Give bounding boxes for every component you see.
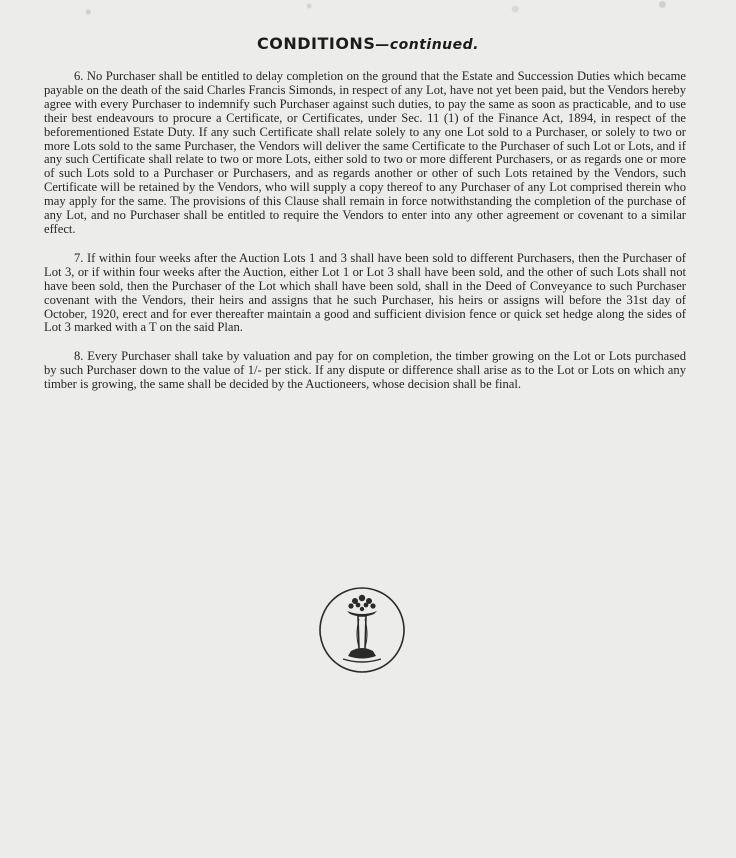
condition-7: 7. If within four weeks after the Auction Lots 1 and 3 shall have been sold to different Purchasers, then the Purchaser of Lot 3, or if within four weeks after the Auction, either Lot 1 or Lot 3 shall have been sold, and the other of such Lots shall not have been sold, then the Purchaser of the Lot which shall have been sold, shall in the Deed of Conveyance to such Purchaser covenant with the Vendors, their heirs and assigns that he such Purchaser, his heirs or assigns will before the 31st day of October, 1920, erect and for ever thereafter maintain a good and sufficient division fence or quick set hedge along the sides of Lot 3 marked with a T on the said Plan. [44, 250, 686, 335]
heading-sub: —continued. [375, 37, 479, 53]
conditions-body [44, 70, 686, 407]
urn-emblem-icon [317, 585, 407, 675]
condition-8: 8. Every Purchaser shall take by valuation and pay for on completion, the timber growing on the Lot or Lots purchased by such Purchaser down to the value of 1/- per stick. If any dispute or difference shall arise as to the Lot or Lots on which any timber is growing, the same shall be decided by the Auctioneers, whose decision shall be final. [44, 349, 686, 392]
heading-main: CONDITIONS [256, 34, 376, 53]
condition-6: 6. No Purchaser shall be entitled to delay completion on the ground that the Estate and Succession Duties which became payable on the death of the said Charles Francis Simonds, in respect of any Lot, have not yet been paid, but the Vendors hereby agree with every Purchaser to indemnify such Purchaser against such duties, to pay the same as soon as practicable, and to use their best endeavours to procure a Certificate, or Certificates, under Sec. 11 (1) of the Finance Act, 1894, in respect of the beforementioned Estate Duty. If any such Certificate shall relate solely to any one Lot sold to a Purchaser, or solely to two or more Lots sold to the same Purchaser, the Vendors will deliver the same Certificate to the Purchaser of such Lot or Lots, and if any such Certificate shall relate to two or more Lots, either sold to two or more different Purchasers, or as regards one or more of such Lots sold to a Purchaser or Purchasers, and as regards another or other of such Lots retained by the Vendors, such Certificate will be retained by the Vendors, who will supply a copy thereof to any Purchaser of any Lot comprised therein who may apply for the same. The provisions of this Clause shall remain in force notwithstanding the completion of the purchase of any Lot, and no Purchaser shall be entitled to require the Vendors to enter into any other agreement or covenant to a similar effect. [44, 69, 686, 236]
page-heading [0, 34, 736, 54]
paper-speckle [0, 0, 736, 30]
